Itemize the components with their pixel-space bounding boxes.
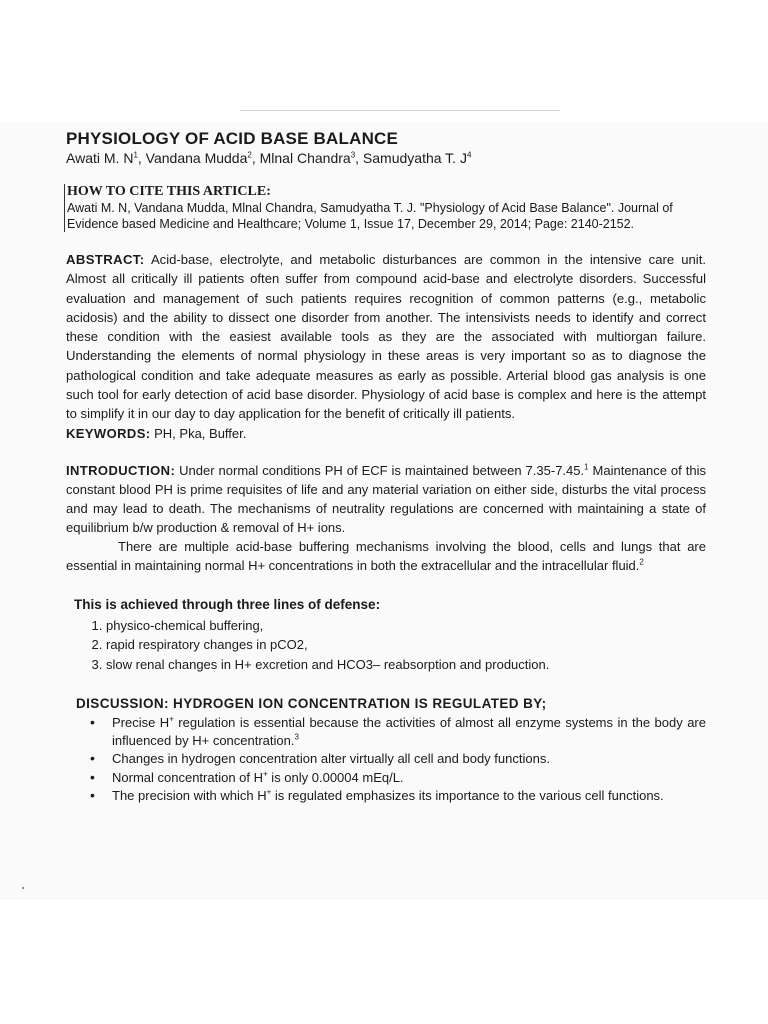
defense-heading: This is achieved through three lines of defense: (74, 596, 381, 612)
list-item: 1. physico-chemical buffering, (106, 616, 706, 636)
list-item: 3. slow renal changes in H+ excretion and HCO3– reabsorption and production. (106, 655, 706, 675)
author-2: Vandana Mudda (145, 150, 248, 166)
scan-speck (22, 887, 24, 889)
list-item: • Precise H+ regulation is essential because the activities of almost all enzyme systems in the body are influenced by H+ concentration.$^3$ (90, 714, 706, 748)
bullet-icon: • (90, 768, 95, 785)
author-1: Awati M. N (66, 150, 134, 166)
bullet-icon: • (90, 750, 95, 767)
citation-heading: HOW TO CITE THIS ARTICLE: (67, 184, 271, 199)
author-4: Samudyatha T. J (362, 150, 467, 166)
author-list: Awati M. $N^1$, Vandana Mudda$^2$, Mlnal Chandra$^3$, Samudyatha T. $J^4$ (66, 150, 472, 166)
abstract-label: ABSTRACT: (66, 252, 145, 267)
discussion-heading: DISCUSSION: HYDROGEN ION CONCENTRATION IS REGULATED BY; (76, 696, 547, 712)
keywords-text: PH, Pka, Buffer. (154, 425, 247, 441)
bullet-icon: • (90, 787, 95, 804)
list-item: • Changes in hydrogen concentration alter virtually all cell and body functions. (90, 750, 550, 767)
discussion-list (66, 714, 706, 805)
citation-block (64, 184, 706, 232)
author-3: Mlnal Chandra (259, 150, 351, 166)
list-item: • Normal concentration of H+ is only 0.00004 mEq/L. (90, 768, 404, 785)
abstract (66, 250, 706, 424)
bullet-icon: • (90, 714, 95, 731)
paper-title: PHYSIOLOGY OF ACID BASE BALANCE (66, 129, 399, 148)
citation-text: Awati M. N, Vandana Mudda, Mlnal Chandra, Samudyatha T. J. "Physiology of Acid Base Balance". Journal of Evidence based Medicine and Healthcare; Volume 1, Issue 17, December 29, 2014; Page: 2140-2152. (67, 201, 673, 231)
keywords (66, 424, 706, 443)
introduction-paragraph-1: INTRODUCTION: Under normal conditions PH of ECF is maintained between 7.35-7.45.$^1$ Maintenance of this constant blood PH is prime requisites of life and any material variation on either side, disturbs the vital process and may lead to death. The mechanisms of neutrality regulations are concerned with maintaining a state of equilibrium b/w production & removal of H+ ions. (66, 462, 706, 535)
introduction-paragraph-2: There are multiple acid-base buffering mechanisms involving the blood, cells and lungs that are essential in maintaining normal H+ concentrations in both the extracellular and the intracellular fluid.$^2$ (66, 538, 706, 573)
paper-body (66, 128, 706, 806)
abstract-text: Acid-base, electrolyte, and metabolic disturbances are common in the intensive care unit. Almost all critically ill patients often suffer from compound acid-base and electrolyte disorders. Successful evaluation and management of such patients requires recognition of common patterns (e.g., metabolic acidosis) and the ability to dissect one disorder from another. The intensivists needs to identify and correct these condition with the easiest available tools as they are the associated with multiorgan failure. Understanding the elements of normal physiology in these areas is very important so as to diagnose the pathological condition and take adequate measures as early as possible. Arterial blood gas analysis is one such tool for early detection of acid base disorder. Physiology of acid base is complex and here is the attempt to simplify it in our day to day application for the benefit of critically ill patients. (66, 252, 706, 422)
introduction-label: INTRODUCTION: (66, 462, 176, 478)
keywords-label: KEYWORDS: (66, 425, 151, 441)
scan-rule (240, 110, 560, 111)
list-item: 2. rapid respiratory changes in pCO2, (106, 635, 706, 655)
defense-list (66, 616, 706, 675)
list-item: • The precision with which H+ is regulated emphasizes its importance to the various cell functions. (90, 787, 664, 804)
